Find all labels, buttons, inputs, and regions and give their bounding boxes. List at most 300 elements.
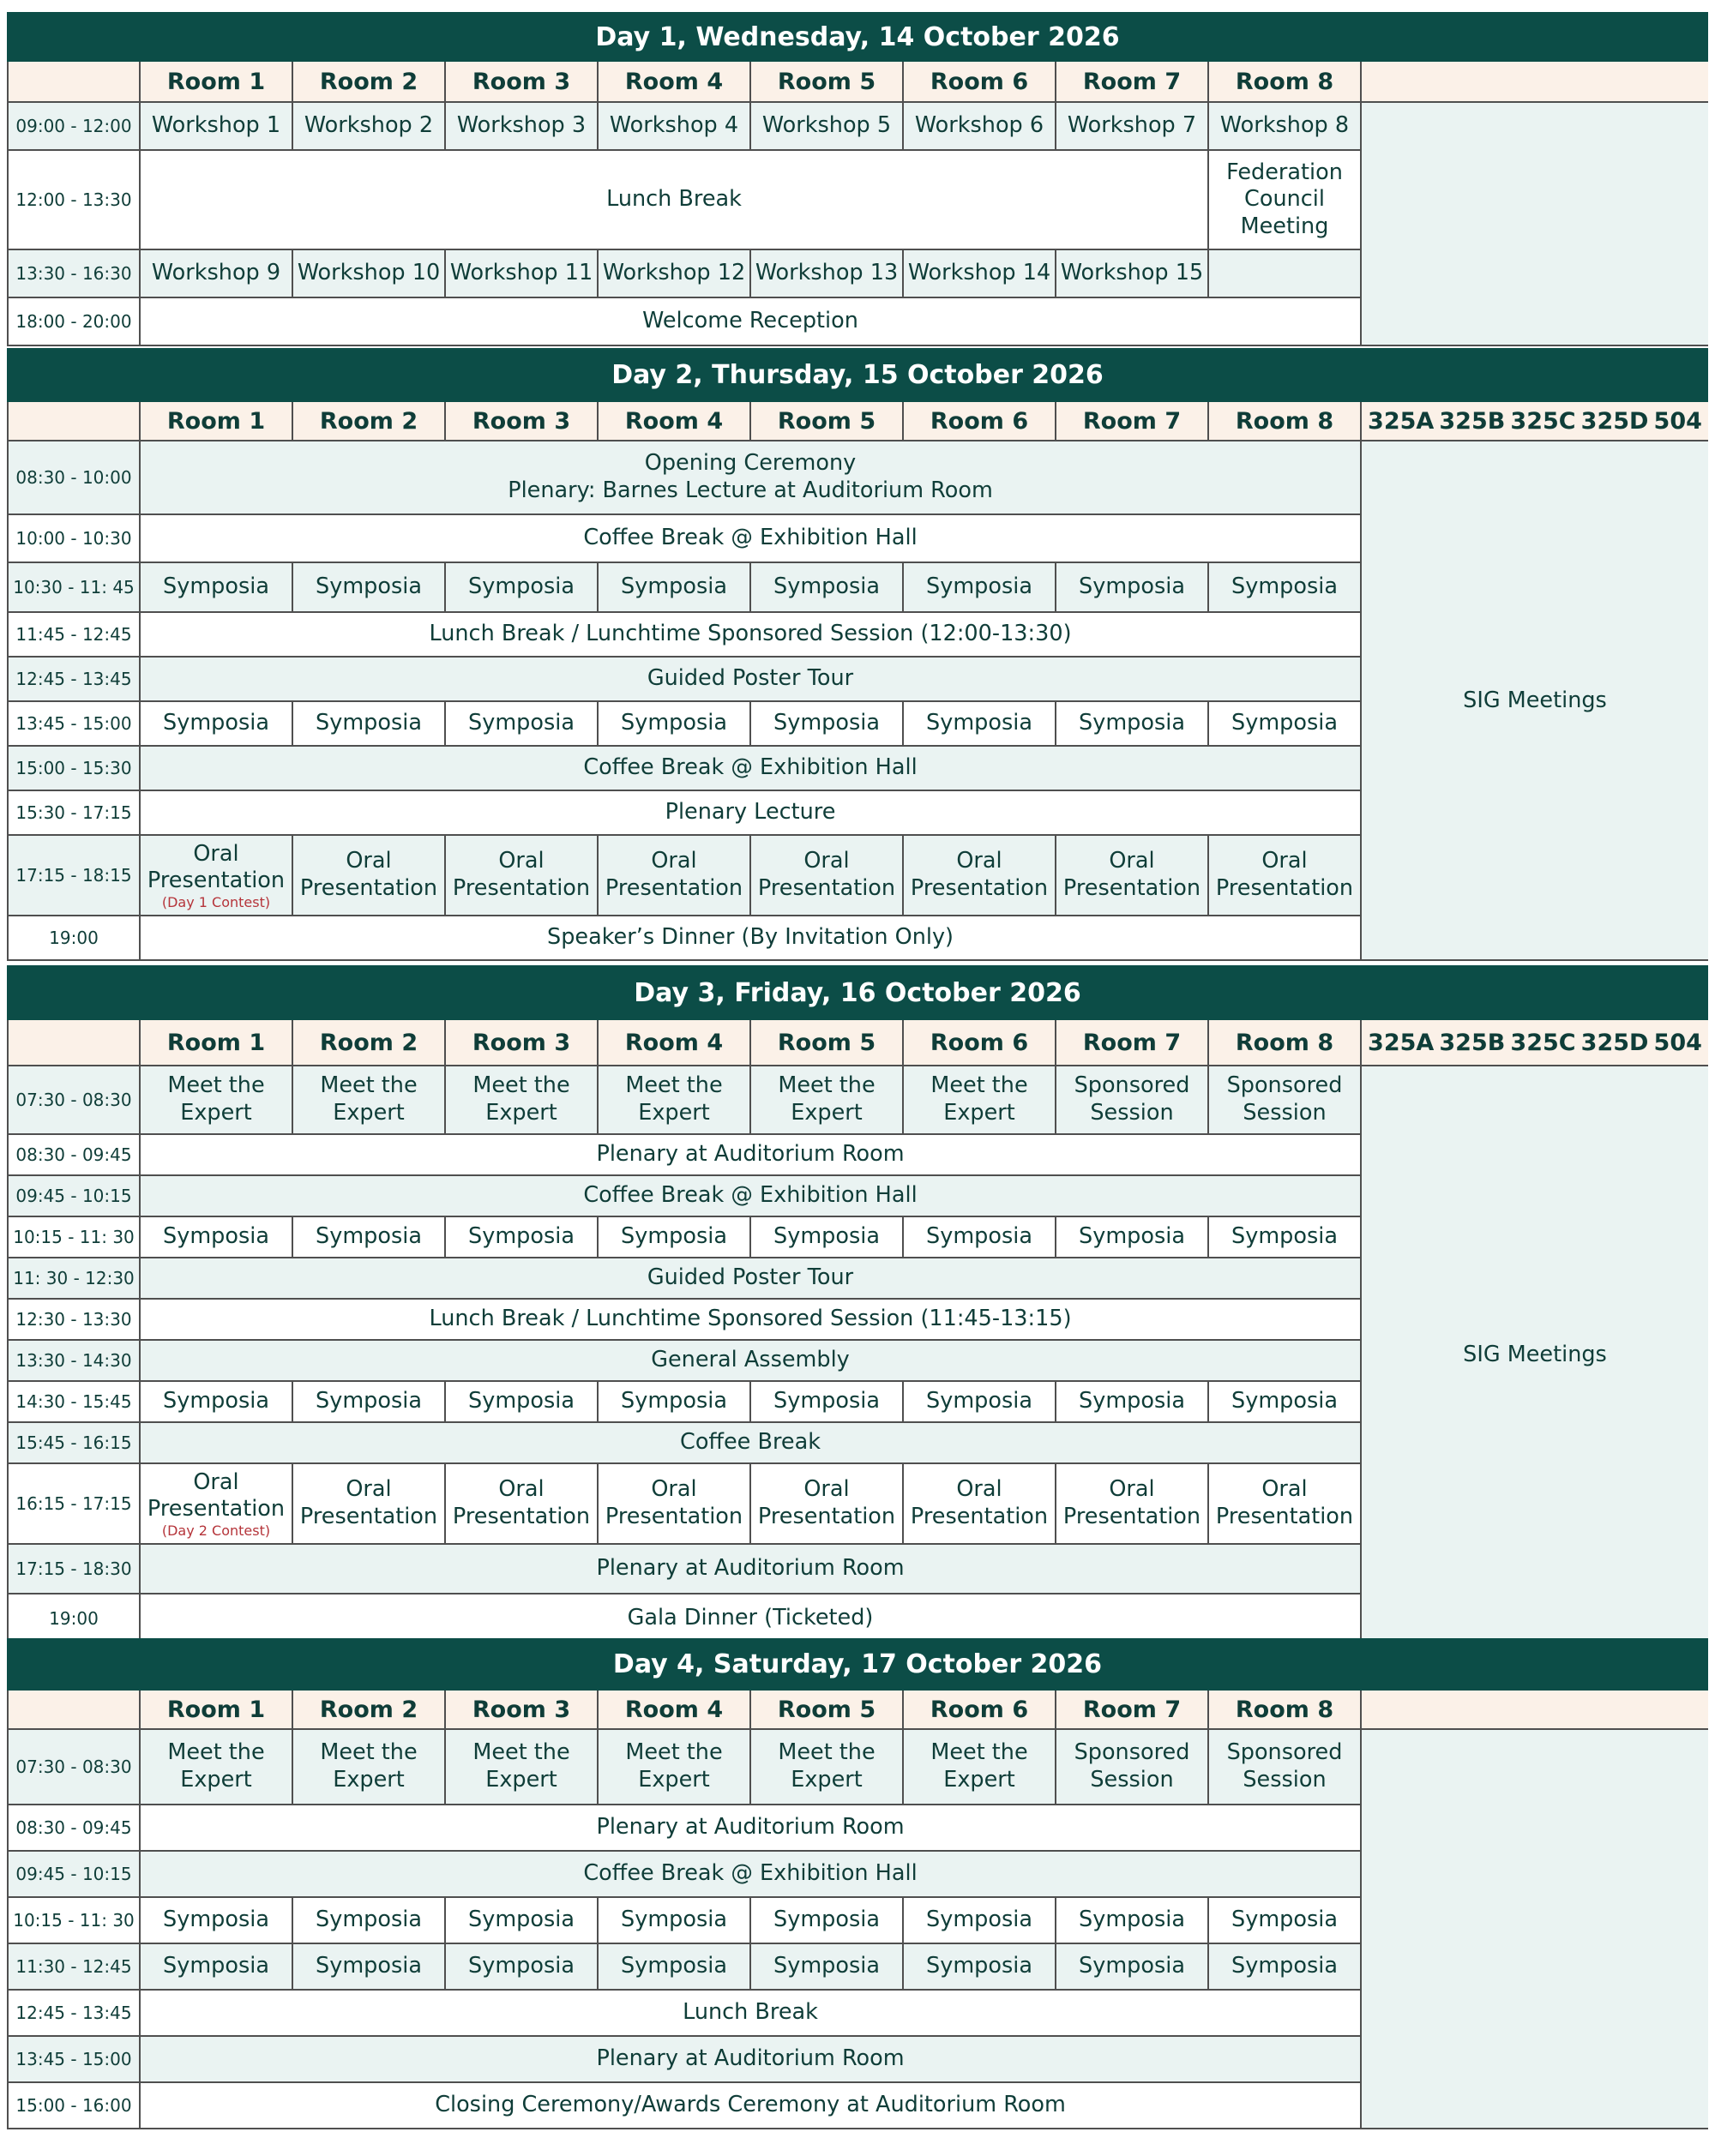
session-content (316, 1223, 422, 1251)
session-content (778, 1072, 875, 1126)
session-title: Symposia (621, 710, 727, 736)
header-time-blank (7, 402, 141, 441)
session-title: Guided Poster Tour (647, 665, 854, 692)
session-cell[interactable] (904, 836, 1056, 916)
session-cell[interactable] (446, 103, 599, 151)
session-cell[interactable] (446, 1464, 599, 1545)
extra-room-label: 325A (1368, 407, 1435, 435)
room-label: Room 4 (624, 1696, 724, 1723)
time-slot (7, 151, 141, 250)
session-content (758, 848, 895, 902)
session-content (605, 848, 743, 902)
room-label: Room 1 (166, 68, 266, 95)
session-cell[interactable] (1209, 1382, 1362, 1423)
session-content (596, 1814, 904, 1841)
session-cell[interactable] (751, 1730, 904, 1805)
sig-meetings-label: SIG Meetings (1463, 688, 1607, 713)
session-title: Symposia (163, 1388, 269, 1414)
time-label: 12:45 - 13:45 (15, 2003, 132, 2023)
session-cell[interactable] (446, 250, 599, 298)
day-title: Day 4, Saturday, 17 October 2026 (612, 1649, 1103, 1679)
session-cell[interactable] (751, 103, 904, 151)
session-cell[interactable] (446, 1944, 599, 1991)
session-content (453, 1476, 590, 1530)
session-content (316, 1388, 422, 1415)
time-slot (7, 836, 141, 916)
session-cell[interactable] (751, 1464, 904, 1545)
session-cell[interactable] (446, 702, 599, 747)
session-cell[interactable] (904, 103, 1056, 151)
session-cell[interactable] (293, 1382, 446, 1423)
session-content (773, 1388, 880, 1415)
session-cell[interactable] (599, 1217, 751, 1258)
session-cell[interactable] (1056, 702, 1209, 747)
session-content (621, 1907, 727, 1934)
session-cell[interactable] (1056, 1730, 1209, 1805)
time-slot (7, 1594, 141, 1644)
session-cell[interactable] (141, 1217, 293, 1258)
session-title: Oral Presentation (147, 1468, 286, 1522)
session-cell[interactable] (1056, 250, 1209, 298)
session-span[interactable] (141, 2037, 1362, 2083)
session-cell[interactable] (1209, 1464, 1362, 1545)
session-content (1079, 1907, 1185, 1934)
session-cell[interactable] (751, 1382, 904, 1423)
session-title: Symposia (1079, 1907, 1185, 1933)
session-title: Meet the Expert (472, 1739, 570, 1793)
session-title: Plenary Lecture (665, 799, 836, 826)
time-slot (7, 702, 141, 747)
session-content (596, 1555, 904, 1582)
room-label: Room 4 (624, 407, 724, 435)
session-content (755, 260, 898, 287)
session-cell[interactable] (1209, 836, 1362, 916)
session-title: Meet the Expert (930, 1739, 1028, 1793)
time-slot (7, 250, 141, 298)
session-cell[interactable] (141, 702, 293, 747)
time-slot (7, 1852, 141, 1898)
session-cell[interactable] (293, 1066, 446, 1135)
session-content (1231, 1223, 1338, 1251)
time-label: 12:00 - 13:30 (15, 189, 132, 210)
session-cell[interactable] (1209, 1217, 1362, 1258)
session-title: Workshop 7 (1067, 112, 1197, 139)
session-cell[interactable] (599, 563, 751, 613)
session-cell[interactable] (141, 836, 293, 916)
session-title: Oral Presentation (605, 1476, 743, 1529)
day-4-side-panel (1362, 1730, 1708, 2129)
session-title: Welcome Reception (642, 308, 858, 334)
session-cell[interactable] (141, 1898, 293, 1944)
session-cell[interactable] (1209, 702, 1362, 747)
session-cell[interactable] (599, 1944, 751, 1991)
session-title: Symposia (621, 1953, 727, 1979)
session-title: Meet the Expert (778, 1072, 876, 1126)
session-cell[interactable] (904, 563, 1056, 613)
session-content (605, 1476, 743, 1530)
session-content (468, 1388, 575, 1415)
session-content (908, 260, 1050, 287)
session-cell[interactable] (1209, 151, 1362, 250)
session-title: Symposia (468, 1907, 575, 1933)
session-title: Coffee Break @ Exhibition Hall (583, 754, 918, 781)
session-title: Oral Presentation (757, 1476, 896, 1529)
extra-rooms-header (1362, 1691, 1708, 1730)
session-cell[interactable] (904, 1730, 1056, 1805)
session-cell[interactable] (599, 1464, 751, 1545)
session-cell[interactable] (599, 1730, 751, 1805)
header-time-blank (7, 62, 141, 103)
session-title: Workshop 12 (602, 260, 746, 286)
session-cell[interactable] (751, 250, 904, 298)
time-slot (7, 1135, 141, 1176)
session-span[interactable] (141, 1594, 1362, 1644)
session-content (606, 186, 742, 213)
session-cell[interactable] (1209, 103, 1362, 151)
session-content (1063, 848, 1200, 902)
session-cell[interactable] (141, 563, 293, 613)
session-title: Symposia (468, 1953, 575, 1979)
time-slot (7, 1805, 141, 1852)
session-title: Meet the Expert (625, 1739, 723, 1793)
session-title: Oral Presentation (299, 848, 438, 901)
room-label: Room 6 (930, 1029, 1029, 1056)
session-content (1061, 260, 1203, 287)
session-cell[interactable] (141, 1382, 293, 1423)
contest-note: (Day 1 Contest) (161, 893, 271, 910)
session-cell[interactable] (1209, 1066, 1362, 1135)
time-label: 10:00 - 10:30 (15, 528, 132, 549)
session-cell[interactable] (599, 250, 751, 298)
session-content (621, 710, 727, 737)
session-cell[interactable] (293, 1944, 446, 1991)
room-header-3 (446, 402, 599, 441)
session-span[interactable] (141, 1423, 1362, 1464)
session-cell[interactable] (904, 1382, 1056, 1423)
session-span[interactable] (141, 916, 1362, 961)
session-title: Coffee Break @ Exhibition Hall (583, 1860, 918, 1887)
time-slot (7, 103, 141, 151)
session-span[interactable] (141, 1805, 1362, 1852)
session-cell[interactable] (1056, 1944, 1209, 1991)
time-label: 07:30 - 08:30 (15, 1757, 132, 1777)
extra-room-label: 325D (1580, 407, 1649, 435)
time-slot (7, 1176, 141, 1217)
session-content (930, 1072, 1027, 1126)
session-content (603, 260, 745, 287)
time-slot (7, 2083, 141, 2129)
session-content (320, 1072, 417, 1126)
session-cell[interactable] (751, 563, 904, 613)
session-cell[interactable] (1056, 1898, 1209, 1944)
time-label: 11: 30 - 12:30 (13, 1268, 135, 1288)
session-cell[interactable] (1056, 103, 1209, 151)
room-label: Room 8 (1235, 1696, 1334, 1723)
session-cell[interactable] (141, 1730, 293, 1805)
session-content (468, 710, 575, 737)
session-span[interactable] (141, 151, 1209, 250)
session-span[interactable] (141, 791, 1362, 836)
time-slot (7, 791, 141, 836)
day-1-side-panel (1362, 103, 1708, 346)
session-title: Workshop 1 (151, 112, 281, 139)
room-header-2 (293, 402, 446, 441)
session-span[interactable] (141, 658, 1362, 702)
session-cell[interactable] (446, 1066, 599, 1135)
time-label: 09:45 - 10:15 (15, 1864, 132, 1884)
session-content (583, 1182, 917, 1210)
session-content (152, 112, 280, 140)
session-content (773, 710, 880, 737)
time-slot (7, 1898, 141, 1944)
room-label: Room 7 (1082, 1696, 1182, 1723)
time-label: 08:30 - 10:00 (15, 467, 132, 488)
session-cell[interactable] (904, 702, 1056, 747)
session-title: Symposia (468, 574, 575, 600)
session-title: Oral Presentation (452, 1476, 591, 1529)
session-span[interactable] (141, 1341, 1362, 1382)
session-title: Symposia (1231, 710, 1338, 736)
time-label: 13:45 - 15:00 (15, 713, 132, 734)
session-span[interactable] (141, 298, 1362, 346)
session-content (1079, 574, 1185, 601)
time-label: 14:30 - 15:45 (15, 1391, 132, 1412)
session-content (453, 848, 590, 902)
session-title: Oral Presentation (299, 1476, 438, 1529)
session-cell[interactable] (751, 836, 904, 916)
extra-room-label: 325C (1510, 407, 1576, 435)
session-cell[interactable] (446, 1730, 599, 1805)
session-cell[interactable] (1056, 836, 1209, 916)
session-content (930, 1739, 1027, 1793)
session-span[interactable] (141, 747, 1362, 791)
session-title: Symposia (316, 1907, 422, 1933)
session-cell[interactable] (293, 836, 446, 916)
session-title: Gala Dinner (Ticketed) (627, 1605, 874, 1631)
session-content (621, 1223, 727, 1251)
session-content (429, 1306, 1071, 1333)
room-label: Room 5 (777, 1696, 876, 1723)
session-cell[interactable] (904, 1464, 1056, 1545)
session-span[interactable] (141, 2083, 1362, 2129)
session-cell[interactable] (599, 1382, 751, 1423)
session-cell[interactable] (599, 103, 751, 151)
session-span[interactable] (141, 441, 1362, 515)
session-content (316, 1907, 422, 1934)
session-cell[interactable] (293, 1464, 446, 1545)
room-label: Room 5 (777, 407, 876, 435)
session-span[interactable] (141, 1991, 1362, 2037)
time-label: 15:45 - 16:15 (15, 1432, 132, 1453)
session-cell[interactable] (904, 250, 1056, 298)
session-cell[interactable] (1209, 563, 1362, 613)
time-slot (7, 1217, 141, 1258)
session-title: Symposia (163, 1907, 269, 1933)
session-content (926, 710, 1032, 737)
session-content (651, 1347, 850, 1374)
session-cell[interactable] (1209, 1944, 1362, 1991)
time-label: 19:00 (49, 1608, 99, 1629)
session-content (621, 574, 727, 601)
session-content (583, 1860, 917, 1888)
session-title: Workshop 14 (907, 260, 1051, 286)
session-cell[interactable] (293, 1898, 446, 1944)
session-title: Oral Presentation (1215, 848, 1354, 901)
session-content (152, 260, 280, 287)
session-title: Oral Presentation (757, 848, 896, 901)
session-cell[interactable] (599, 702, 751, 747)
session-title: Oral Presentation (1215, 1476, 1354, 1529)
extra-room-label: 504 (1653, 1029, 1702, 1056)
session-cell[interactable] (1056, 1217, 1209, 1258)
session-cell[interactable] (751, 1066, 904, 1135)
room-label: Room 4 (624, 68, 724, 95)
session-span[interactable] (141, 1852, 1362, 1898)
session-span[interactable] (141, 1176, 1362, 1217)
session-span[interactable] (141, 1300, 1362, 1341)
session-cell[interactable] (599, 1898, 751, 1944)
session-content (1227, 1739, 1343, 1793)
session-cell[interactable] (446, 836, 599, 916)
session-cell[interactable] (751, 1217, 904, 1258)
room-label: Room 1 (166, 407, 266, 435)
time-slot (7, 1944, 141, 1991)
session-title: Symposia (621, 574, 727, 600)
session-cell[interactable] (751, 702, 904, 747)
session-cell[interactable] (293, 1217, 446, 1258)
session-cell[interactable] (293, 702, 446, 747)
room-label: Room 6 (930, 1696, 1029, 1723)
session-title: Oral Presentation (452, 848, 591, 901)
session-cell[interactable] (293, 1730, 446, 1805)
session-cell[interactable] (904, 1217, 1056, 1258)
session-span[interactable] (141, 613, 1362, 658)
session-content (610, 112, 738, 140)
session-title: Symposia (773, 710, 880, 736)
session-content (304, 112, 433, 140)
session-title: Opening Ceremony Plenary: Barnes Lecture at Auditorium Room (508, 450, 993, 503)
session-content (773, 574, 880, 601)
session-cell[interactable] (446, 1217, 599, 1258)
session-content (1074, 1739, 1190, 1793)
session-cell[interactable] (904, 1066, 1056, 1135)
session-cell[interactable] (599, 1066, 751, 1135)
room-header-4 (599, 62, 751, 103)
time-slot (7, 1423, 141, 1464)
session-content (926, 1907, 1032, 1934)
session-title: Meet the Expert (167, 1739, 265, 1793)
time-slot (7, 298, 141, 346)
session-content (450, 260, 593, 287)
time-label: 16:15 - 17:15 (15, 1493, 132, 1514)
session-cell[interactable] (1209, 1730, 1362, 1805)
time-slot (7, 441, 141, 515)
time-slot (7, 658, 141, 702)
session-cell[interactable] (141, 250, 293, 298)
day-2-side-panel (1362, 441, 1708, 961)
session-span[interactable] (141, 515, 1362, 563)
session-cell[interactable] (1056, 1464, 1209, 1545)
session-cell[interactable] (446, 1382, 599, 1423)
session-cell[interactable] (1056, 1066, 1209, 1135)
session-content (1231, 710, 1338, 737)
session-content (1074, 1072, 1190, 1126)
session-cell[interactable] (446, 1898, 599, 1944)
session-title: Plenary at Auditorium Room (596, 1814, 905, 1841)
session-cell[interactable] (1209, 1898, 1362, 1944)
session-cell[interactable] (141, 1944, 293, 1991)
session-title: Closing Ceremony/Awards Ceremony at Auditorium Room (435, 2092, 1066, 2118)
time-label: 18:00 - 20:00 (15, 311, 132, 332)
session-cell[interactable] (904, 1944, 1056, 1991)
session-title: Symposia (1079, 1388, 1185, 1414)
session-span[interactable] (141, 1135, 1362, 1176)
room-header-2 (293, 1020, 446, 1066)
session-content (583, 525, 917, 552)
session-title: Coffee Break @ Exhibition Hall (583, 525, 918, 551)
session-content (1063, 1476, 1200, 1530)
day-4-title-bar (7, 1638, 1708, 1691)
session-cell[interactable] (446, 563, 599, 613)
session-cell[interactable] (141, 103, 293, 151)
session-span[interactable] (141, 1258, 1362, 1300)
session-title: Meet the Expert (320, 1739, 418, 1793)
session-content (762, 112, 891, 140)
session-cell[interactable] (1056, 1382, 1209, 1423)
session-content (1079, 1223, 1185, 1251)
room-label: Room 8 (1235, 407, 1334, 435)
session-cell[interactable] (141, 1066, 293, 1135)
time-label: 19:00 (49, 928, 99, 948)
room-header-5 (751, 62, 904, 103)
session-cell[interactable] (293, 103, 446, 151)
session-title: Workshop 11 (449, 260, 593, 286)
session-cell[interactable] (1056, 563, 1209, 613)
session-title: Symposia (468, 1223, 575, 1250)
session-cell[interactable] (599, 836, 751, 916)
room-header-5 (751, 402, 904, 441)
header-time-blank (7, 1691, 141, 1730)
session-cell[interactable] (904, 1898, 1056, 1944)
session-content (300, 1476, 437, 1530)
session-title: Symposia (926, 1907, 1032, 1933)
session-cell[interactable] (1209, 250, 1362, 298)
session-content (457, 112, 586, 140)
session-title: Workshop 5 (761, 112, 892, 139)
session-title: Lunch Break / Lunchtime Sponsored Session (12:00-13:30) (429, 621, 1072, 647)
session-content (1216, 1476, 1353, 1530)
session-cell[interactable] (293, 250, 446, 298)
session-cell[interactable] (751, 1898, 904, 1944)
session-content (642, 308, 858, 335)
session-title: Symposia (1231, 1223, 1338, 1250)
time-slot (7, 1991, 141, 2037)
session-title: Symposia (1079, 1953, 1185, 1979)
session-cell[interactable] (751, 1944, 904, 1991)
session-span[interactable] (141, 1545, 1362, 1594)
session-title: Symposia (316, 710, 422, 736)
room-header-2 (293, 62, 446, 103)
room-header-5 (751, 1691, 904, 1730)
time-label: 12:30 - 13:30 (15, 1309, 132, 1330)
session-cell[interactable] (141, 1464, 293, 1545)
session-title: Symposia (163, 1223, 269, 1250)
room-label: Room 2 (319, 68, 418, 95)
session-content (1216, 848, 1353, 902)
session-title: Symposia (621, 1907, 727, 1933)
session-cell[interactable] (293, 563, 446, 613)
session-content (911, 848, 1048, 902)
